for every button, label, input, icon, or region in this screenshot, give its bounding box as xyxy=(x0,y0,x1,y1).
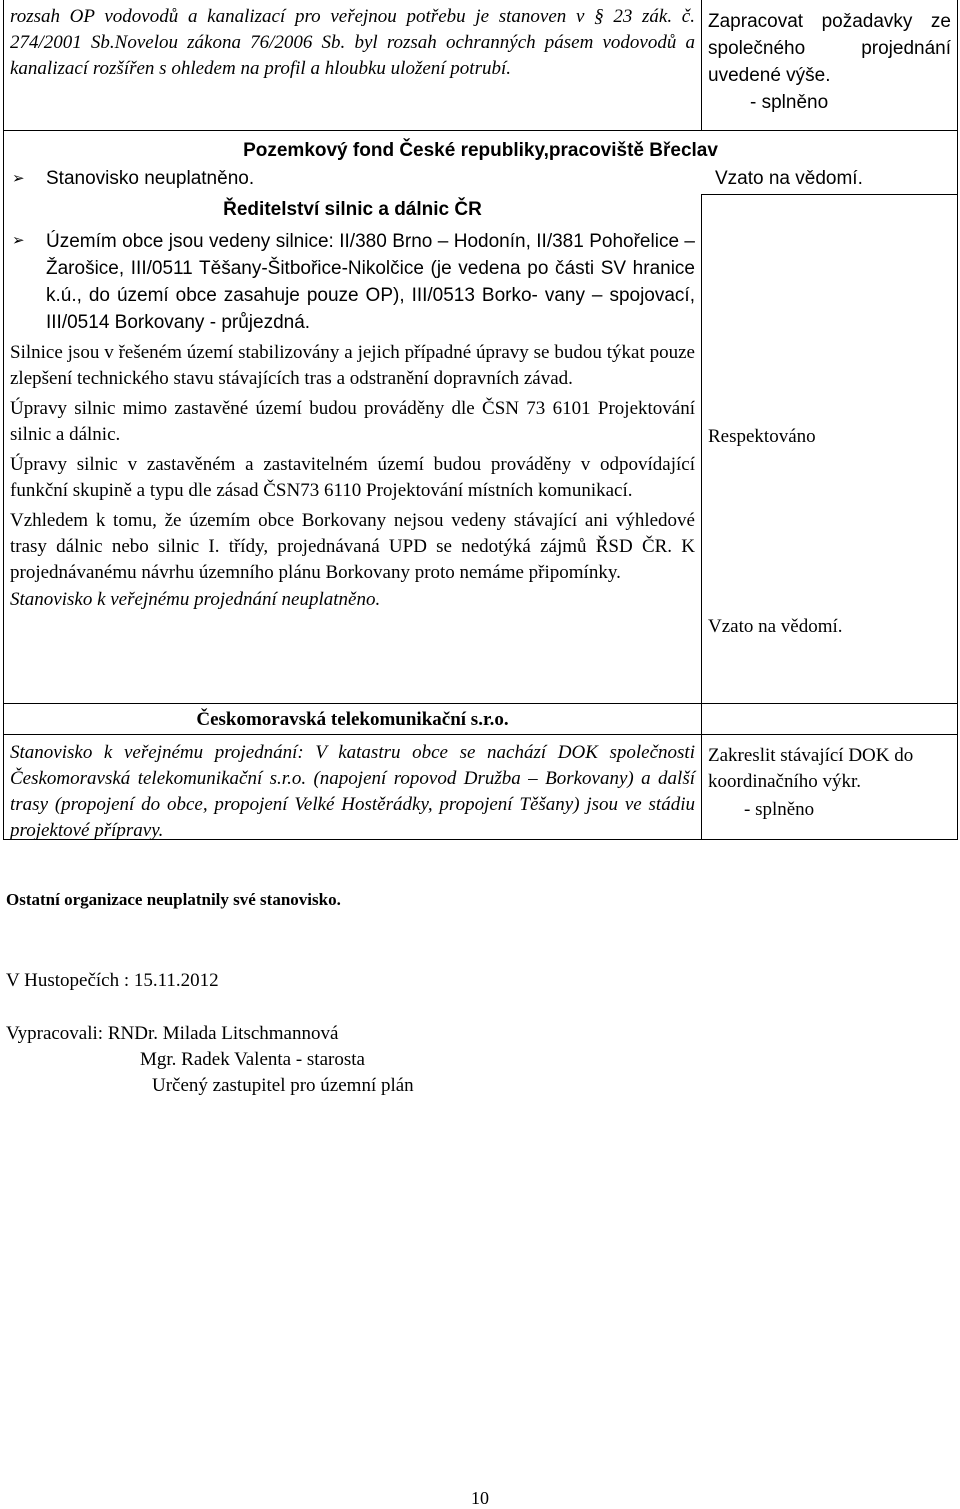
rsd-resolution-1: Respektováno xyxy=(708,426,816,447)
pf-statement: Stanovisko neuplatněno. xyxy=(46,168,255,189)
section-heading-ct: Českomoravská telekomunikační s.r.o. xyxy=(196,709,509,730)
left-cell xyxy=(4,0,702,130)
right-cell xyxy=(709,166,957,194)
prepared-person-2: Mgr. Radek Valenta - starosta xyxy=(140,1049,365,1070)
ct-resolution-status: - splněno xyxy=(744,799,815,820)
roads-paragraph-4: Vzhledem k tomu, že územím obce Borkovany nejsou vedeny stávající ani výhledové trasy dálnic nebo silnic I. třídy, projednávaná UPD se nedotýká zájmů ŘSD ČR. K projednávanému návrhu územního plánu Borkovany proto nemáme připomínky. xyxy=(10,510,695,583)
left-cell xyxy=(4,194,702,226)
water-protection-text: rozsah OP vodovodů a kanalizací pro veřejnou potřebu je stanoven v § 23 zák. č. 274/2001 Sb.Novelou zákona 76/2006 Sb. byl rozsah ochranných pásem vodovodů a kanalizací rozšířen s ohledem na profil a hloubku uložení potrubí. xyxy=(10,6,695,79)
right-cell xyxy=(702,735,957,839)
resolution-text: Zapracovat požadavky ze společného projednání uvedené výše. xyxy=(708,11,951,86)
right-cell xyxy=(702,704,957,734)
prepared-by: Vypracovali: RNDr. Milada Litschmannová xyxy=(6,1023,339,1044)
rsd-resolution-2: Vzato na vědomí. xyxy=(708,616,843,637)
rsd-public-hearing-note: Stanovisko k veřejnému projednání neuplatněno. xyxy=(10,589,381,610)
table-row xyxy=(4,130,957,166)
arrow-bullet-icon: ➢ xyxy=(12,170,25,187)
roads-paragraph-1: Silnice jsou v řešeném území stabilizovány a jejich případné úpravy se budou týkat pouze zlepšení technického stavu stávajících tras a odstranění dopravních závad. xyxy=(10,342,695,389)
left-cell xyxy=(4,226,702,703)
table-row xyxy=(4,734,957,839)
right-cell xyxy=(702,0,957,130)
roads-list-text: Územím obce jsou vedeny silnice: II/380 Brno – Hodonín, II/381 Pohořelice – Žarošice, III/0511 Těšany-Šitbořice-Nikolčice (je vedena po části SV hranice k.ú., do území obce zasahuje pouze OP), III/0513 Borko- vany – spojovací, III/0514 Borkovany - průjezdná. xyxy=(46,231,695,333)
ct-statement: Stanovisko k veřejnému projednání: V katastru obce se nachází DOK společnosti Českomoravská telekomunikační s.r.o. (napojení ropovod Družba – Borkovany) a další trasy (propojení do obce, propojení Velké Hostěrádky, propojení Těšany) jsou ve stádiu projektové přípravy. xyxy=(10,742,695,841)
others-note: Ostatní organizace neuplatnily své stanovisko. xyxy=(6,890,341,909)
right-cell xyxy=(702,194,957,226)
pf-resolution: Vzato na vědomí. xyxy=(715,168,863,189)
left-cell xyxy=(4,704,702,734)
table-row xyxy=(4,0,957,130)
comments-table xyxy=(3,0,958,840)
roads-paragraph-3: Úpravy silnic v zastavěném a zastavitelném území budou prováděny v odpovídající funkční skupině a typu dle zásad ČSN73 6110 Projektování místních komunikací. xyxy=(10,454,695,501)
section-heading-pf: Pozemkový fond České republiky,pracoviště Břeclav xyxy=(243,140,718,161)
table-row xyxy=(4,703,957,734)
prepared-person-3: Určený zastupitel pro územní plán xyxy=(152,1075,414,1096)
place-date: V Hustopečích : 15.11.2012 xyxy=(6,970,219,991)
page-number: 10 xyxy=(471,1488,489,1508)
section-heading-rsd: Ředitelství silnic a dálnic ČR xyxy=(223,199,482,220)
table-row xyxy=(4,194,957,226)
right-cell xyxy=(702,226,957,703)
left-cell xyxy=(4,735,702,839)
left-cell xyxy=(4,166,709,194)
table-row xyxy=(4,166,957,194)
roads-paragraph-2: Úpravy silnic mimo zastavěné území budou prováděny dle ČSN 73 6101 Projektování silnic a dálnic. xyxy=(10,398,695,445)
arrow-bullet-icon: ➢ xyxy=(12,233,25,249)
ct-resolution: Zakreslit stávající DOK do koordinačního výkr. xyxy=(708,745,914,792)
table-row xyxy=(4,226,957,703)
resolution-status: - splněno xyxy=(750,92,829,113)
